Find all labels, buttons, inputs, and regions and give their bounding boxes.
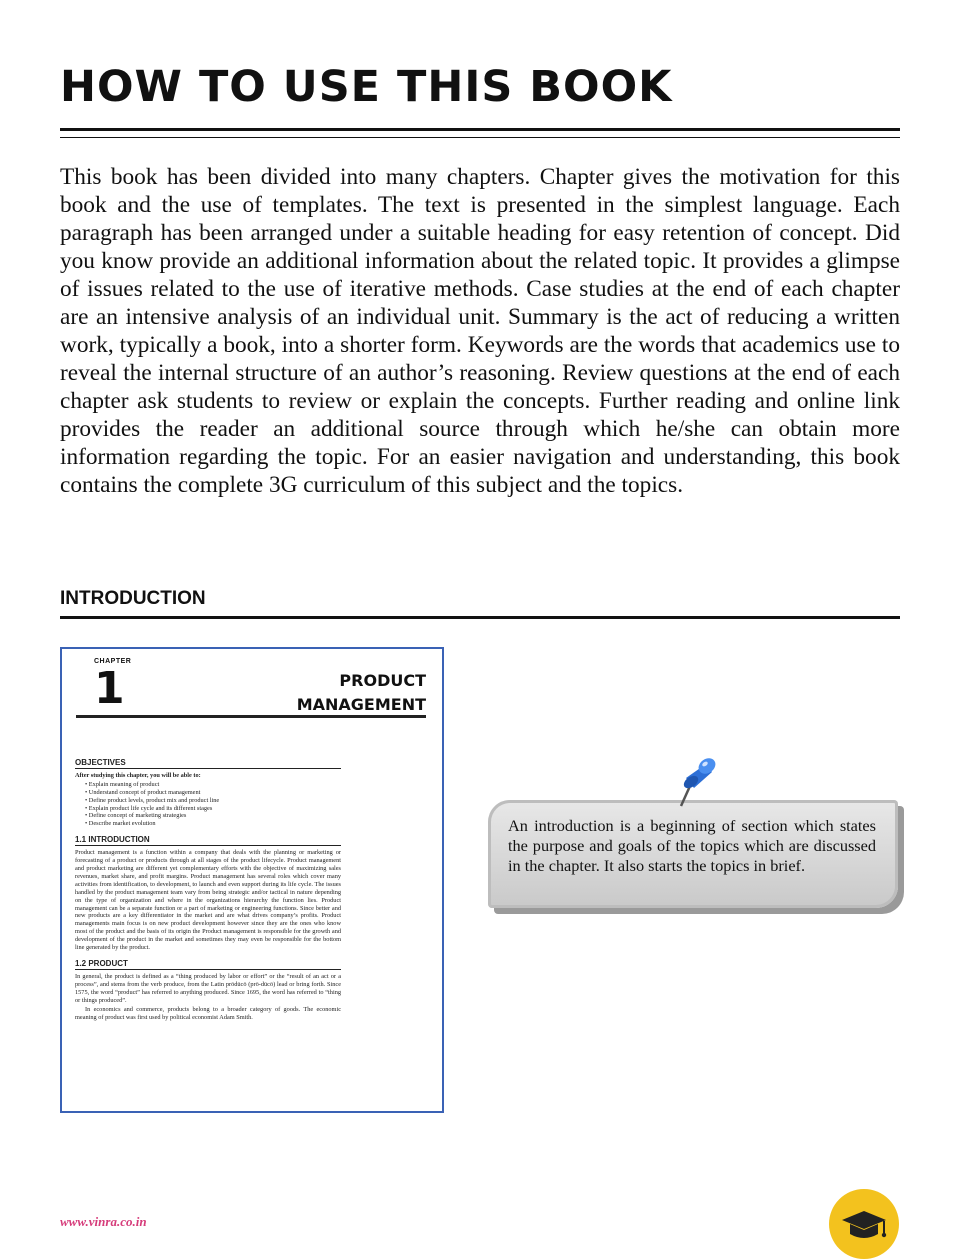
preview-chapter-label: CHAPTER: [94, 658, 132, 665]
preview-section2-text2: In economics and commerce, products belong to a broader category of goods. The economic meaning of product was first used by political economist Adam Smith.: [75, 1006, 341, 1022]
preview-body: [75, 759, 341, 1024]
list-item: • Define product levels, product mix and product line: [85, 797, 341, 805]
preview-section2-text: In general, the product is defined as a “thing produced by labor or effort” or the “result of an act or a process”, and stems from the verb produce, from the Latin prōdūcō (prō-dūcō) lead or bring forth. Since 1575, the word “product” has referred to anything produced. Since 1695, the word has referred to “thing or things produced”.: [75, 972, 341, 1004]
preview-objectives-heading: OBJECTIVES: [75, 759, 341, 769]
graduation-cap-logo: [828, 1188, 900, 1260]
intro-paragraph: This book has been divided into many chapters. Chapter gives the motivation for this book and the use of templates. The text is presented in the simplest language. Each paragraph has been arranged under a suitable heading for easy retention of concept. Did you know provide an additional information about the related topic. It provides a glimpse of issues related to the use of iterative methods. Case studies at the end of each chapter are an intensive analysis of an individual unit. Summary is the act of reducing a written work, typically a book, into a shorter form. Keywords are the words that academics use to reveal the internal structure of an author’s reasoning. Review questions at the end of each chapter ask students to review or explain the concepts. Further reading and online link provides the reader an additional source through which he/she can obtain more information regarding the topic. For an easier navigation and understanding, this book contains the complete 3G curriculum of this subject and the topics.: [60, 164, 900, 498]
callout-text: An introduction is a beginning of section which states the purpose and goals of the topics which are discussed in the chapter. It also starts the topics in brief.: [488, 800, 898, 908]
list-item: • Explain meaning of product: [85, 781, 341, 789]
preview-title-line1: PRODUCT: [339, 671, 426, 690]
page-title: HOW TO USE THIS BOOK: [60, 62, 673, 112]
preview-title-line2: MANAGEMENT: [296, 695, 426, 714]
section-rule: [60, 616, 900, 619]
preview-section1-text: Product management is a function within a company that deals with the planning or marketing or forecasting of a product or products through at all stages of the product lifecycle. Product management and product marketing are different yet complementary efforts with the objective of maximizing sales revenues, market share, and profit margins. Product management has several roles which cover many activities from identification, to development, to launch and even support during its life cycle. The issues handled by the product management team vary from being strategic and/or tactical in nature depending on the type of organization and where in the organizations hierarchy the function lies. Product management can be a separate function or a part of marketing or engineering functions. Since better and new products are a key differentiator in the market and are what drives company’s profits. Product managements main focus is on new product development however since they are the ones who know most of the product and the basis of its origin the Product management is responsible for the growth and development of the product in the market and sometimes they may even be responsible for the bottom line generated by the product.: [75, 849, 341, 952]
footer-url: www.vinra.co.in: [60, 1214, 147, 1229]
title-rule: [60, 128, 900, 138]
preview-chapter-title: [297, 669, 426, 717]
preview-title-rule: [76, 715, 426, 718]
list-item: • Explain product life cycle and its different stages: [85, 805, 341, 813]
preview-section1-heading: 1.1 INTRODUCTION: [75, 836, 341, 846]
preview-objectives-list: [85, 781, 341, 828]
preview-section2-heading: 1.2 PRODUCT: [75, 960, 341, 970]
list-item: • Define concept of marketing strategies: [85, 812, 341, 820]
list-item: • Understand concept of product management: [85, 789, 341, 797]
preview-objectives-lead: After studying this chapter, you will be able to:: [75, 771, 201, 779]
push-pin-icon: [676, 756, 718, 808]
chapter-preview-image: [60, 647, 444, 1113]
section-heading-introduction: INTRODUCTION: [60, 588, 206, 609]
preview-chapter-number: 1: [94, 663, 125, 714]
list-item: • Describe market evolution: [85, 820, 341, 828]
